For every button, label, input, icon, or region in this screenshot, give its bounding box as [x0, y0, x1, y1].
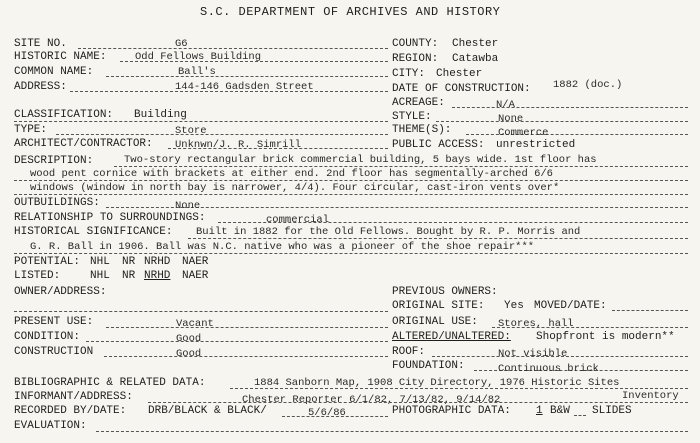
potential-nr: NR [122, 256, 136, 268]
public-access-label: PUBLIC ACCESS: [392, 139, 485, 151]
classification-line [14, 121, 388, 122]
roof-value: Not visible [498, 348, 568, 360]
bibliographic-continued: Inventory [622, 390, 679, 402]
potential-naer: NAER [182, 256, 209, 268]
owner-address-line-1 [14, 311, 388, 312]
historic-name-value: Odd Fellows Building [135, 51, 262, 63]
significance-line-1: Built in 1882 for the Old Fellows. Bought by R. P. Morris and [196, 226, 581, 238]
acreage-value: N/A [496, 99, 515, 111]
informant-label: INFORMANT/ADDRESS: [14, 391, 133, 403]
address-value: 144-146 Gadsden Street [175, 81, 314, 93]
photo-slides: SLIDES [592, 405, 632, 417]
significance-rule-2 [14, 253, 688, 254]
construction-line [104, 356, 388, 357]
classification-value: Building [134, 109, 187, 121]
county-value: Chester [452, 38, 499, 50]
previous-owners-label: PREVIOUS OWNERS: [392, 286, 498, 298]
type-value: Store [175, 125, 207, 137]
present-use-label: PRESENT USE: [14, 316, 94, 328]
date-of-construction-value: 1882 (doc.) [553, 79, 623, 91]
style-label: STYLE: [392, 111, 432, 123]
bibliographic-value: 1884 Sanborn Map, 1908 City Directory, 1976 Historic Sites [254, 377, 620, 389]
listed-label: LISTED: [14, 270, 61, 282]
photo-bw: B&W [550, 405, 570, 417]
common-name-value: Ball's [178, 66, 216, 78]
photo-bw-line [574, 415, 586, 416]
relationship-label: RELATIONSHIP TO SURROUNDINGS: [14, 212, 206, 224]
architect-label: ARCHITECT/CONTRACTOR: [14, 138, 153, 150]
outbuildings-label: OUTBUILDINGS: [14, 197, 100, 209]
date-of-construction-label: DATE OF CONSTRUCTION: [392, 83, 531, 95]
theme-label: THEME(S): [392, 124, 452, 136]
moved-date-label: MOVED/DATE: [534, 300, 607, 312]
evaluation-line [96, 431, 688, 432]
style-value: None [498, 113, 524, 125]
roof-label: ROOF: [392, 346, 426, 358]
construction-value: Good [176, 348, 202, 360]
construction-label: CONSTRUCTION [14, 346, 94, 358]
recorded-line [282, 416, 388, 417]
listed-nhl: NHL [90, 270, 110, 282]
foundation-value: Continuous brick [498, 363, 599, 375]
original-use-value: Stores, hall [498, 318, 574, 330]
public-access-value: unrestricted [496, 139, 576, 151]
bibliographic-label: BIBLIOGRAPHIC & RELATED DATA: [14, 377, 206, 389]
condition-line [86, 341, 388, 342]
common-name-label: COMMON NAME: [14, 66, 94, 78]
region-label: REGION: [392, 53, 439, 65]
city-label: CITY: [392, 68, 426, 80]
potential-label: POTENTIAL: [14, 256, 81, 268]
evaluation-label: EVALUATION: [14, 420, 87, 432]
description-line-1: Two-story rectangular brick commercial building, 5 bays wide. 1st floor has [124, 154, 597, 166]
significance-label: HISTORICAL SIGNIFICANCE: [14, 226, 173, 238]
recorded-label: RECORDED BY/DATE: [14, 405, 127, 417]
altered-label-text: ALTERED/UNALTERED: [392, 331, 511, 343]
common-name-line [106, 76, 388, 77]
significance-rule-1 [188, 238, 688, 239]
historic-name-label: HISTORIC NAME: [14, 51, 107, 63]
photo-count: 1 [536, 405, 543, 417]
type-label: TYPE: [14, 124, 48, 136]
site-no-label: SITE NO. [14, 38, 67, 50]
recorded-by: DRB/BLACK & BLACK/ [148, 405, 267, 417]
potential-nrhd: NRHD [144, 256, 171, 268]
city-value: Chester [436, 68, 483, 80]
acreage-label: ACREAGE: [392, 97, 445, 109]
site-no-value: G6 [175, 38, 188, 50]
site-no-line [78, 48, 388, 49]
altered-label [392, 331, 511, 343]
informant-line [148, 402, 688, 403]
recorded-date: 5/6/86 [308, 407, 346, 419]
potential-nhl: NHL [90, 256, 110, 268]
owner-address-label: OWNER/ADDRESS: [14, 286, 107, 298]
page-title: S.C. DEPARTMENT OF ARCHIVES AND HISTORY [200, 5, 501, 19]
description-line-2: wood pent cornice with brackets at either end. 2nd floor has segmentally-arched 6/6 [30, 168, 553, 180]
original-site-yes: Yes [504, 300, 524, 312]
original-site-label: ORIGINAL SITE: [392, 300, 485, 312]
region-value: Catawba [452, 53, 499, 65]
description-label: DESCRIPTION: [14, 155, 94, 167]
address-label: ADDRESS: [14, 81, 67, 93]
present-use-line [106, 327, 388, 328]
architect-value: Unknwn/J. R. Simrill [175, 139, 302, 151]
original-use-line [492, 327, 688, 328]
outbuildings-value: None [175, 200, 201, 212]
description-rule-3 [14, 194, 688, 195]
description-rule-1 [114, 166, 688, 167]
bibliographic-line [230, 388, 688, 389]
relationship-value: commercial [266, 214, 330, 226]
original-use-label: ORIGINAL USE: [392, 316, 478, 328]
photographic-label: PHOTOGRAPHIC DATA: [392, 405, 511, 417]
condition-label: CONDITION: [14, 331, 81, 343]
style-line [436, 121, 688, 122]
type-line [56, 134, 388, 135]
county-label: COUNTY: [392, 38, 439, 50]
listed-nrhd: NRHD [144, 270, 171, 282]
altered-value: Shopfront is modern** [536, 331, 675, 343]
present-use-value: Vacant [176, 318, 214, 330]
significance-line-2: G. R. Ball in 1906. Ball was N.C. native who was a pioneer of the shoe repair*** [30, 241, 535, 253]
listed-naer: NAER [182, 270, 209, 282]
moved-date-line [612, 310, 688, 311]
acreage-line [452, 107, 688, 108]
listed-nr: NR [122, 270, 136, 282]
foundation-label: FOUNDATION: [392, 360, 465, 372]
description-line-3: windows (window in north bay is narrower, 4/4). Four circular, cast-iron vents over* [30, 182, 560, 194]
description-rule-2 [14, 180, 688, 181]
theme-value: Commerce [498, 127, 549, 139]
classification-label: CLASSIFICATION: [14, 109, 114, 121]
informant-value: Chester Reporter 6/1/82, 7/13/82, 9/14/82 [242, 394, 501, 406]
condition-value: Good [176, 333, 202, 345]
